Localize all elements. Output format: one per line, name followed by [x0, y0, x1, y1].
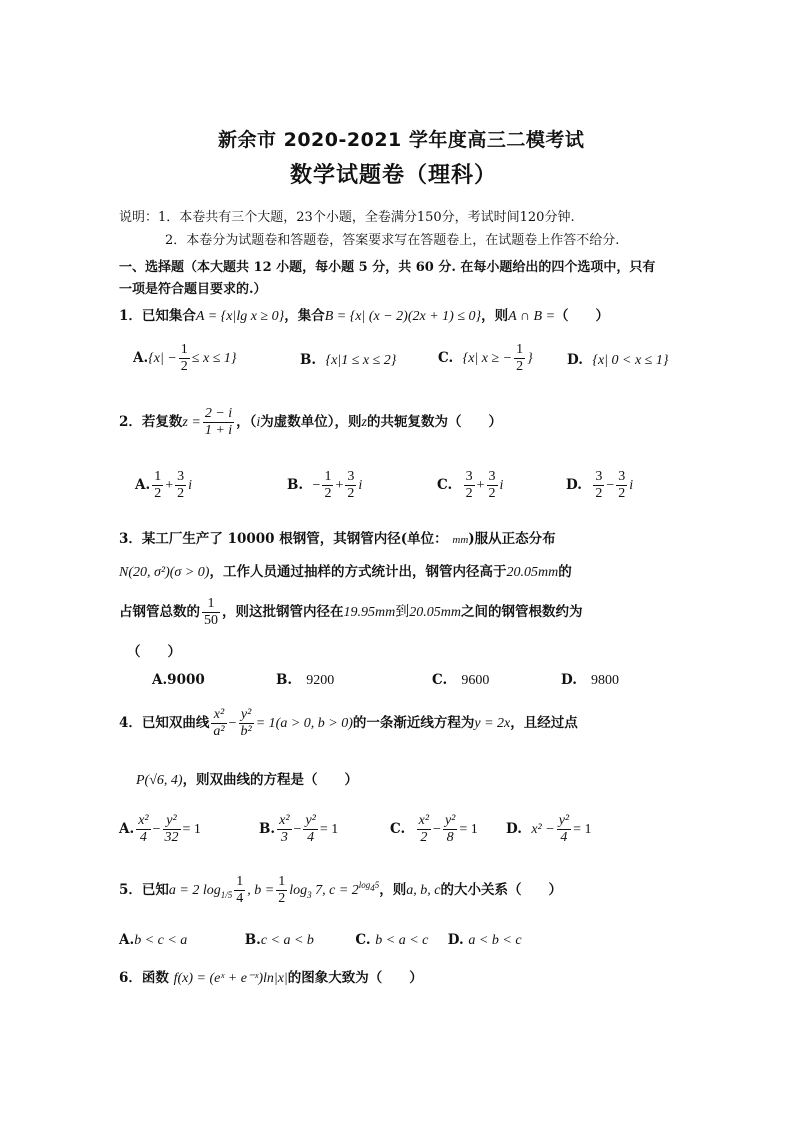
q3-option-a: A.9000 — [152, 672, 205, 688]
q5-option-a: A.b < c < a — [119, 932, 188, 948]
q1-option-b: B. {x|1 ≤ x ≤ 2} — [300, 352, 397, 368]
question-4: 4．已知双曲线 $\frac{\text{x²}}{\text{a²}}$ − $\frac{\text{y²}}{\text{b²}}$ = 1(a > 0, b > 0)的一条渐近线方程为y = 2x，且经过点 — [119, 707, 578, 740]
section-heading-line-2: 一项是符合题目要求的.） — [119, 282, 267, 297]
q5-option-c: C. b < a < c — [355, 932, 429, 948]
question-1: 1．已知集合A = {x|lg x ≥ 0}，集合B = {x| (x − 2)(2x + 1) ≤ 0}，则A ∩ B =（ ） — [119, 308, 610, 324]
question-4-line-2: P(√6, 4)，则双曲线的方程是（ ） — [136, 772, 359, 788]
q2-option-a: A. $\frac{1}{2}$ + $\frac{3}{2}$ i — [135, 469, 192, 502]
q2-option-d: D. $\frac{3}{2}$ − $\frac{3}{2}$ i — [566, 469, 634, 502]
q4-option-b: B. $\frac{\text{x²}}{3}$ − $\frac{\text{y²}}{4}$ = 1 — [259, 813, 339, 846]
question-6: 6．函数 f(x) = (eˣ + e⁻ˣ)ln|x|的图象大致为（ ） — [119, 970, 423, 986]
q3-option-b: B. 9200 — [276, 672, 335, 688]
q4-option-a: A. $\frac{\text{x²}}{4}$ − $\frac{\text{y²}}{32}$ = 1 — [119, 813, 201, 846]
question-3-line-3: 占钢管总数的 $\frac{1}{50}$ ，则这批钢管内径在19.95mm到20.05mm之间的钢管根数约为 — [119, 596, 583, 629]
q2-option-c: C. $\frac{3}{2}$ + $\frac{3}{2}$ i — [437, 469, 504, 502]
notes-line-2: 2．本卷分为试题卷和答题卷，答案要求写在答题卷上，在试题卷上作答不给分. — [165, 233, 620, 248]
question-3-line-1: 3．某工厂生产了 10000 根钢管，其钢管内径(单位： mm)服从正态分布 — [119, 531, 556, 547]
q2-option-b: B. − $\frac{1}{2}$ + $\frac{3}{2}$ i — [287, 469, 363, 502]
question-3-line-2: N(20, σ²)(σ > 0)，工作人员通过抽样的方式统计出，钢管内径高于20.05mm的 — [119, 564, 572, 580]
q5-option-d: D. a < b < c — [447, 932, 522, 948]
q1-option-d: D. {x| 0 < x ≤ 1} — [567, 352, 669, 368]
q3-option-c: C. 9600 — [432, 672, 490, 688]
q1-option-c: C. {x| x ≥ − $\frac{1}{2}$ } — [438, 342, 533, 375]
q5-option-b: B.c < a < b — [244, 932, 314, 948]
exam-subtitle: 数学试题卷（理科） — [290, 163, 498, 188]
question-5: 5．已知a = 2 $\log_{1/5}$ $\frac{1}{4}$ , b = $\frac{1}{2}$ $\log_3 7$, $c = 2^{log_45}$，则a, b, c的大小关系（ ） — [119, 874, 563, 907]
q5-options — [119, 932, 522, 949]
q3-option-d: D. 9800 — [561, 672, 620, 688]
exam-title: 新余市 2020-2021 学年度高三二模考试 — [218, 129, 585, 151]
q4-option-c: C. $\frac{\text{x²}}{2}$ − $\frac{\text{y²}}{8}$ = 1 — [390, 813, 478, 846]
notes-line-1: 说明：1．本卷共有三个大题，23个小题，全卷满分150分，考试时间120分钟. — [119, 210, 575, 225]
q1-option-a: A.{x| − $\frac{1}{2}$ ≤ x ≤ 1} — [133, 342, 237, 375]
section-heading-line-1: 一、选择题（本大题共 12 小题，每小题 5 分，共 60 分. 在每小题给出的四个选项中，只有 — [119, 260, 656, 275]
q3-paren: （ ） — [127, 644, 181, 660]
question-2: 2．若复数z = $\frac{2 - i}{1 + i}$ ，（i为虚数单位），则z的共轭复数为（ ） — [119, 406, 502, 439]
q4-option-d: D. x² − $\frac{\text{y²}}{4}$ = 1 — [506, 813, 592, 846]
